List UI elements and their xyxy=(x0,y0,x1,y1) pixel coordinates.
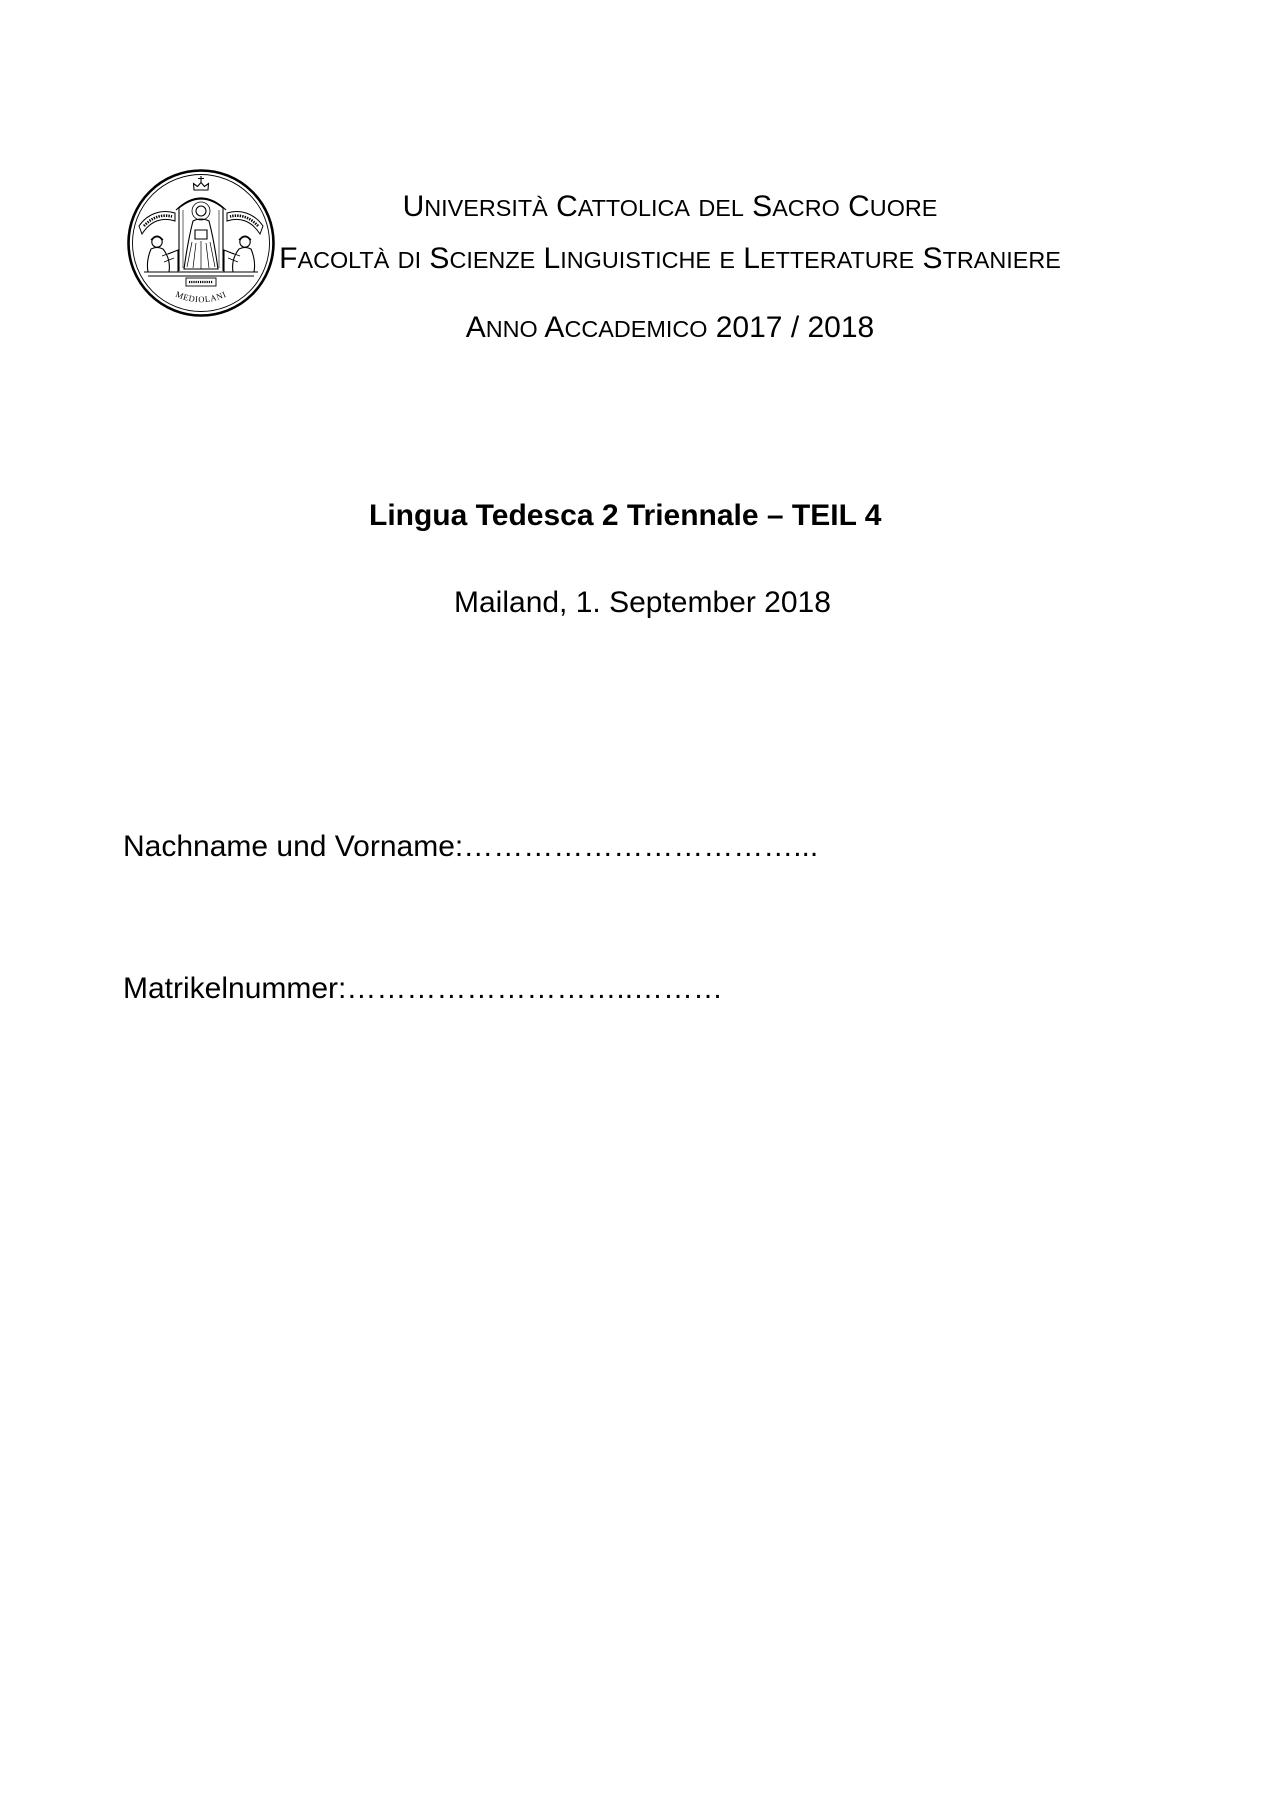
small-cap-letters: DEL xyxy=(698,195,744,221)
small-cap-letters: TRANIERE xyxy=(942,247,1061,273)
small-cap-letters: NNO xyxy=(485,316,538,342)
small-cap-letters: NIVERSITÀ xyxy=(424,195,548,221)
matriculation-field xyxy=(123,974,723,1004)
university-seal-icon xyxy=(126,168,276,318)
seal-crown xyxy=(194,176,209,190)
name-field-label: Nachname und Vorname: xyxy=(123,830,464,863)
small-cap-letters: DI xyxy=(397,247,422,273)
exam-title: Lingua Tedesca 2 Triennale – TEIL 4 xyxy=(369,499,882,532)
small-cap-letters: CIENZE xyxy=(449,247,536,273)
small-cap-letters: ACRO xyxy=(772,195,840,221)
university-name: UNIVERSITÀ CATTOLICA DEL SACRO CUORE xyxy=(402,190,938,223)
place-and-date: Mailand, 1. September 2018 xyxy=(454,586,831,619)
madonna-figure xyxy=(184,202,218,269)
seal-banner-right xyxy=(227,212,263,234)
name-field xyxy=(123,832,818,862)
small-cap-letters: ATTOLICA xyxy=(577,195,690,221)
faculty-name: FACOLTÀ DI SCIENZE LINGUISTICHE E LETTERATURE STRANIERE xyxy=(279,242,1061,275)
seal-legend: MEDIOLANI xyxy=(174,288,228,305)
scholar-figure-right xyxy=(224,236,255,272)
scholar-figure-left xyxy=(147,236,178,272)
seal-ground xyxy=(144,272,258,276)
name-field-fill-line: ……………………………... xyxy=(463,830,819,863)
small-cap-letters: CCADEMICO xyxy=(564,316,708,342)
small-cap-letters: UORE xyxy=(869,195,938,221)
matriculation-field-fill-line: ………………………..……… xyxy=(346,972,724,1005)
small-cap-letters: ETTERATURE xyxy=(759,247,915,273)
seal-plaque xyxy=(186,278,216,286)
academic-year: ANNO ACCADEMICO 2017 / 2018 xyxy=(465,311,875,344)
matriculation-field-label: Matrikelnummer: xyxy=(123,972,347,1005)
small-cap-letters: ACOLTÀ xyxy=(297,247,390,273)
small-cap-letters: INGUISTICHE xyxy=(560,247,711,273)
seal-banner-left xyxy=(139,212,175,234)
small-cap-letters: E xyxy=(719,247,735,273)
